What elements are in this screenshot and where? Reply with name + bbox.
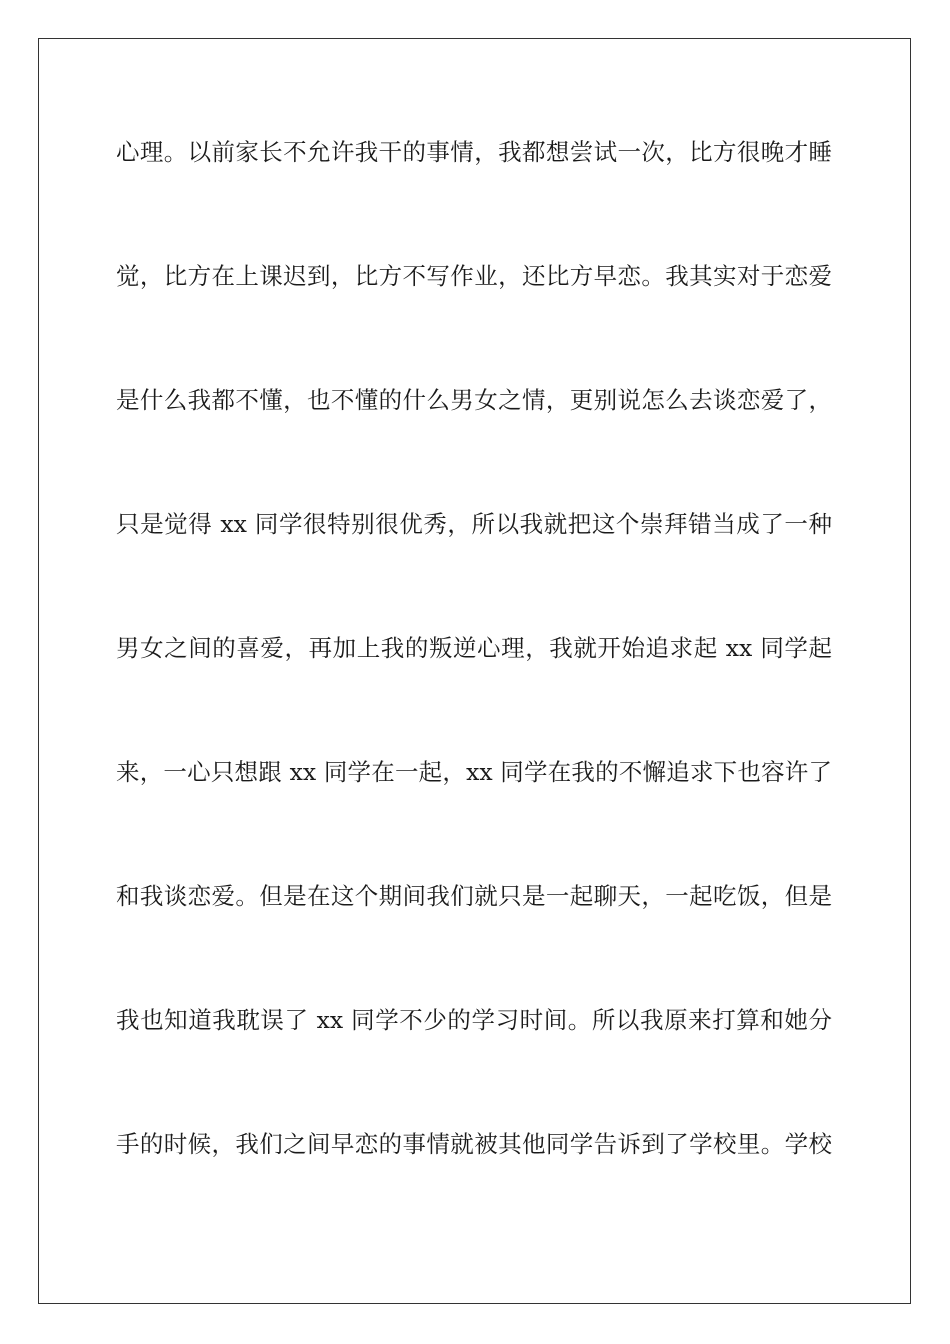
- paragraph-line-5: 男女之间的喜爱，再加上我的叛逆心理，我就开始追求起 xx 同学起: [116, 634, 832, 662]
- paragraph-line-3: 是什么我都不懂，也不懂的什么男女之情，更别说怎么去谈恋爱了，: [116, 386, 832, 414]
- page-border: [38, 38, 911, 1304]
- paragraph-line-6: 来，一心只想跟 xx 同学在一起，xx 同学在我的不懈追求下也容许了: [116, 758, 832, 786]
- paragraph-line-9: 手的时候，我们之间早恋的事情就被其他同学告诉到了学校里。学校: [116, 1130, 832, 1158]
- paragraph-line-4: 只是觉得 xx 同学很特别很优秀，所以我就把这个崇拜错当成了一种: [116, 510, 832, 538]
- paragraph-line-2: 觉，比方在上课迟到，比方不写作业，还比方早恋。我其实对于恋爱: [116, 262, 832, 290]
- paragraph-line-8: 我也知道我耽误了 xx 同学不少的学习时间。所以我原来打算和她分: [116, 1006, 832, 1034]
- paragraph-line-1: 心理。以前家长不允许我干的事情，我都想尝试一次，比方很晚才睡: [116, 138, 832, 166]
- paragraph-line-7: 和我谈恋爱。但是在这个期间我们就只是一起聊天，一起吃饭，但是: [116, 882, 832, 910]
